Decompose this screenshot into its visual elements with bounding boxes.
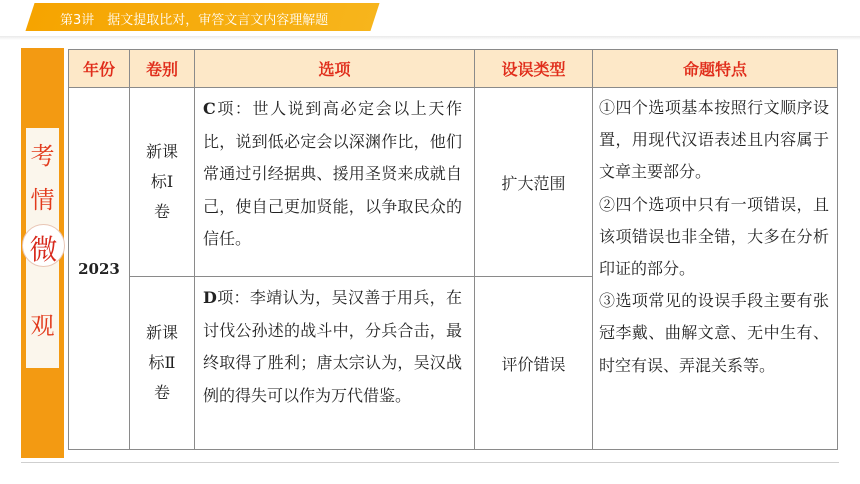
option-label: D: [203, 288, 217, 307]
header-divider: [0, 36, 860, 40]
exam-table: [68, 49, 838, 450]
error-type-cell: 扩大范围: [475, 88, 593, 277]
wei-badge: [22, 224, 65, 267]
paper-line: 卷: [153, 202, 170, 221]
sidebar-char-kao: 考: [30, 142, 55, 170]
sidebar-card: [26, 128, 59, 368]
header: [0, 0, 860, 36]
option-label: C: [203, 99, 216, 118]
feature-item: ③选项常见的设误手段主要有张冠李戴、曲解文意、无中生有、时空有误、弄混关系等。: [599, 291, 829, 375]
sidebar-panel: [21, 48, 64, 458]
paper-cell: [130, 88, 195, 277]
features-cell: [593, 88, 838, 450]
error-type-cell: 评价错误: [475, 277, 593, 450]
sidebar-char-wei: 微: [29, 233, 58, 266]
feature-item: ①四个选项基本按照行文顺序设置，用现代汉语表述且内容属于文章主要部分。: [599, 98, 829, 182]
column-header-error-type: 设误类型: [475, 50, 593, 88]
paper-cell: [130, 277, 195, 450]
column-header-paper: 卷别: [130, 50, 195, 88]
option-cell: [195, 277, 475, 450]
sidebar-char-guan: 观: [30, 312, 55, 340]
option-text: 项：李靖认为，吴汉善于用兵，在讨伐公孙述的战斗中，分兵合击，最终取得了胜利；唐太宗认为，吴汉战例的得失可以作为万代借鉴。: [203, 288, 462, 405]
feature-item: ②四个选项中只有一项错误，且该项错误也非全错，大多在分析印证的部分。: [599, 194, 829, 279]
header-row: [69, 50, 838, 88]
column-header-year: 年份: [69, 50, 130, 88]
paper-line: 标Ⅱ: [148, 353, 176, 372]
option-cell: [195, 88, 475, 277]
column-header-option: 选项: [195, 50, 475, 88]
year-cell: 2023: [69, 88, 130, 450]
paper-line: 新课: [145, 323, 178, 342]
paper-line: 新课: [145, 142, 178, 161]
sidebar-char-qing: 情: [30, 186, 55, 214]
paper-line: 标Ⅰ: [150, 172, 174, 191]
table-row: [69, 88, 838, 277]
paper-line: 卷: [153, 383, 170, 402]
option-text: 项：世人说到高必定会以上天作比，说到低必定会以深渊作比，他们常通过引经据典、援用圣贤来成就自己，使自己更加贤能，以争取民众的信任。: [203, 99, 462, 248]
bottom-divider: [21, 462, 839, 463]
column-header-features: 命题特点: [593, 50, 838, 88]
lecture-title: 第3讲 据文提取比对，审答文言文内容理解题: [60, 13, 329, 28]
